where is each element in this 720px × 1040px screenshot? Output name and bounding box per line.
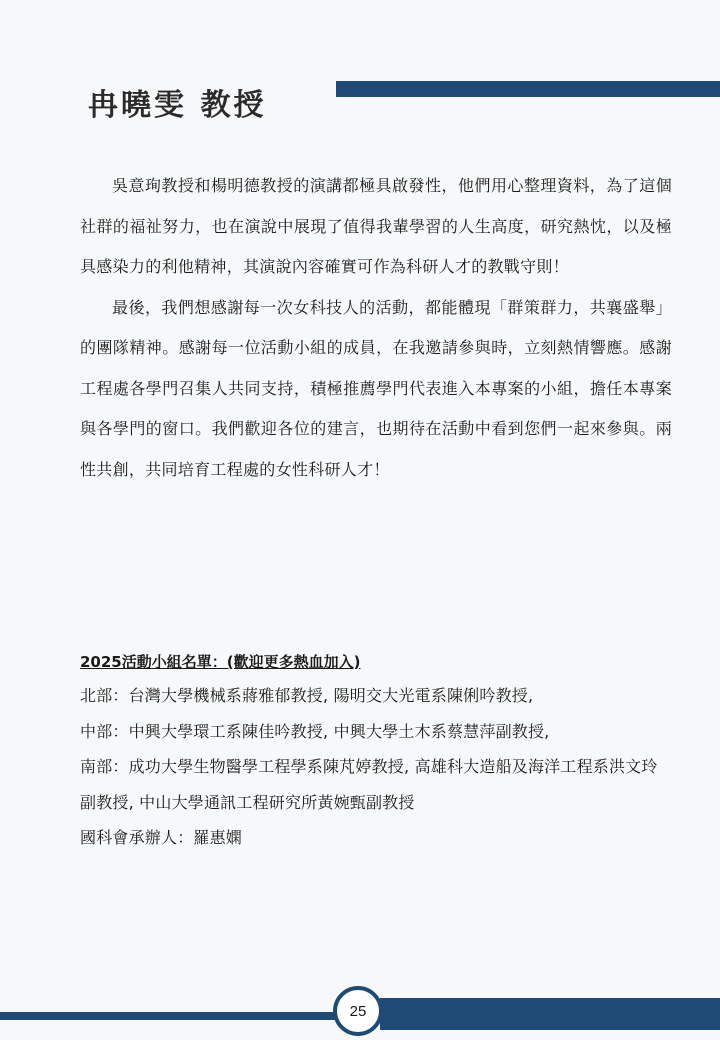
- footer-bar-left: [0, 1012, 342, 1020]
- page-title: 冉曉雯 教授: [88, 88, 267, 124]
- page-number-badge: [333, 986, 383, 1036]
- team-list-title: 2025活動小組名單：(歡迎更多熱血加入): [80, 653, 361, 671]
- article-body: [80, 166, 672, 490]
- team-list-section: [80, 646, 672, 856]
- footer-bar-right: [380, 998, 720, 1030]
- team-line-north: 北部：台灣大學機械系蔣雅郁教授, 陽明交大光電系陳俐吟教授,: [80, 686, 534, 705]
- page-number: 25: [349, 1002, 367, 1020]
- paragraph-1: 吳意珣教授和楊明德教授的演講都極具啟發性，他們用心整理資料，為了這個社群的福祉努力，也在演說中展現了值得我輩學習的人生高度，研究熱忱，以及極具感染力的利他精神，其演說內容確實可作為科研人才的教戰守則！: [80, 176, 672, 276]
- paragraph-2: 最後，我們想感謝每一次女科技人的活動，都能體現「群策群力，共襄盛舉」的團隊精神。感謝每一位活動小組的成員，在我邀請參與時，立刻熱情響應。感謝工程處各學門召集人共同支持，積極推薦學門代表進入本專案的小組，擔任本專案與各學門的窗口。我們歡迎各位的建言，也期待在活動中看到您們一起來參與。兩性共創，共同培育工程處的女性科研人才！: [80, 297, 672, 479]
- team-line-central: 中部：中興大學環工系陳佳吟教授, 中興大學土木系蔡慧萍副教授,: [80, 721, 550, 741]
- team-line-south: 南部：成功大學生物醫學工程學系陳芃婷教授, 高雄科大造船及海洋工程系洪文玲副教授, 中山大學通訊工程研究所黃婉甄副教授: [80, 757, 658, 812]
- header-accent-bar: [336, 81, 720, 97]
- team-line-contact: 國科會承辦人：羅惠嫻: [80, 828, 243, 847]
